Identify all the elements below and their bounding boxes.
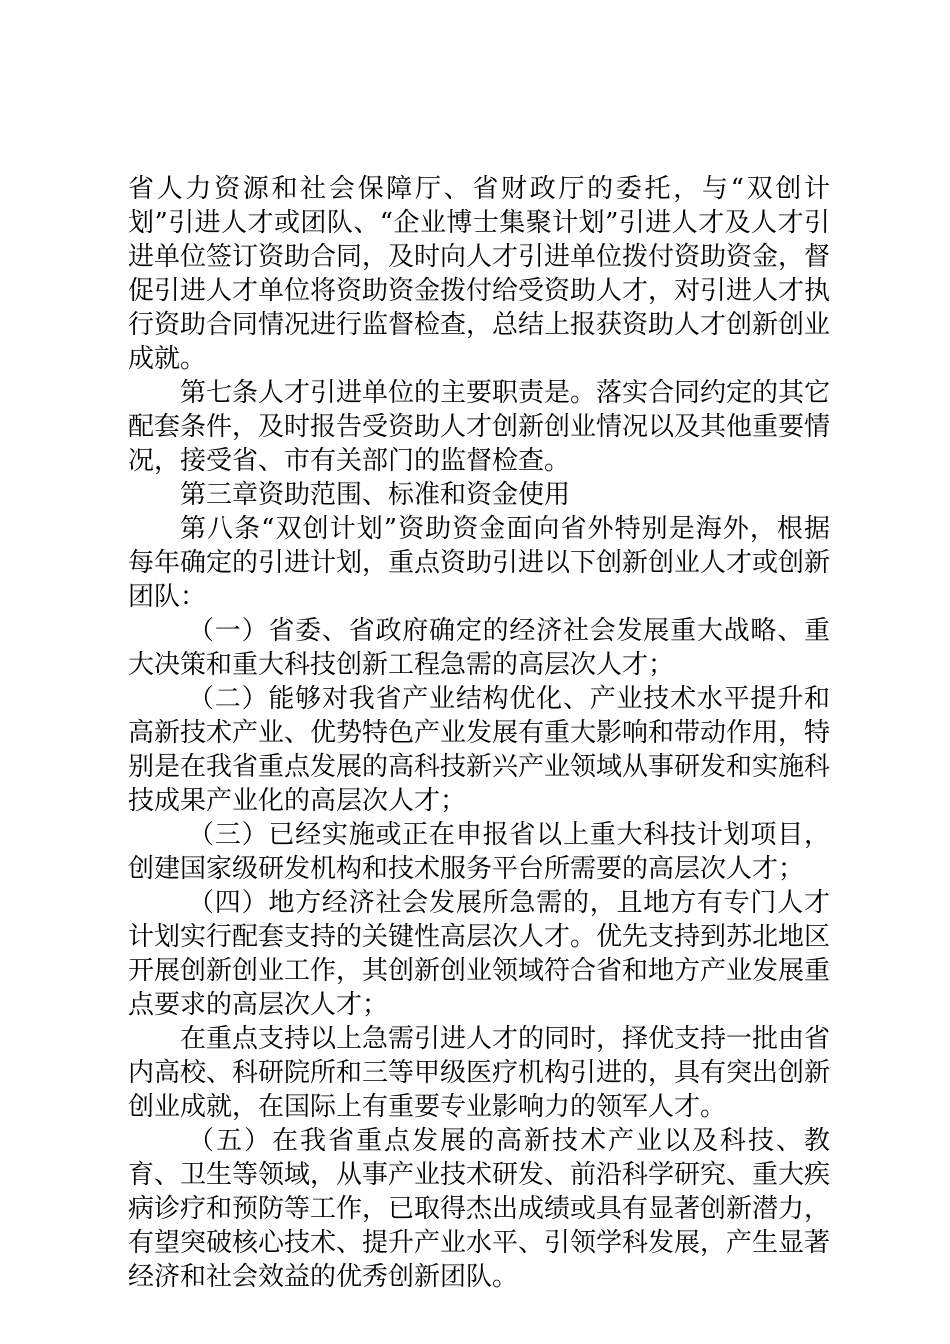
- paragraph-article-8: 第八条“双创计划”资助资金面向省外特别是海外，根据每年确定的引进计划，重点资助引进以下创新创业人才或创新团队：: [128, 514, 831, 612]
- list-item-3: （三）已经实施或正在申报省以上重大科技计划项目，创建国家级研发机构和技术服务平台所需要的高层次人才；: [128, 820, 830, 884]
- list-item-5: （五）在我省重点发展的高新技术产业以及科技、教育、卫生等领域，从事产业技术研发、前沿科学研究、重大疾病诊疗和预防等工作，已取得杰出成绩或具有显著创新潜力，有望突破核心技术、提升产业水平、引领学科发展，产生显著经济和社会效益的优秀创新团队。: [128, 1126, 831, 1292]
- list-item-2: （二）能够对我省产业结构优化、产业技术水平提升和高新技术产业、优势特色产业发展有重大影响和带动作用，特别是在我省重点发展的高科技新兴产业领域从事研发和实施科技成果产业化的高层次人才；: [128, 684, 831, 816]
- paragraph-article-7: 第七条人才引进单位的主要职责是。落实合同约定的其它配套条件，及时报告受资助人才创新创业情况以及其他重要情况，接受省、市有关部门的监督检查。: [128, 378, 831, 476]
- list-item-4: （四）地方经济社会发展所急需的，且地方有专门人才计划实行配套支持的关键性高层次人才。优先支持到苏北地区开展创新创业工作，其创新创业领域符合省和地方产业发展重点要求的高层次人才；: [128, 888, 831, 1020]
- paragraph-continuation: 省人力资源和社会保障厅、省财政厅的委托，与“双创计划”引进人才或团队、“企业博士集聚计划”引进人才及人才引进单位签订资助合同，及时向人才引进单位拨付资助资金，督促引进人才单位将资助资金拨付给受资助人才，对引进人才执行资助合同情况进行监督检查，总结上报获资助人才创新创业成就。: [128, 174, 831, 374]
- list-item-1: （一）省委、省政府确定的经济社会发展重大战略、重大决策和重大科技创新工程急需的高层次人才；: [128, 616, 830, 680]
- document-body: [128, 172, 830, 1294]
- paragraph-leading-talent: 在重点支持以上急需引进人才的同时，择优支持一批由省内高校、科研院所和三等甲级医疗机构引进的，具有突出创新创业成就，在国际上有重要专业影响力的领军人才。: [128, 1024, 831, 1122]
- chapter-heading: 第三章资助范围、标准和资金使用: [180, 480, 571, 510]
